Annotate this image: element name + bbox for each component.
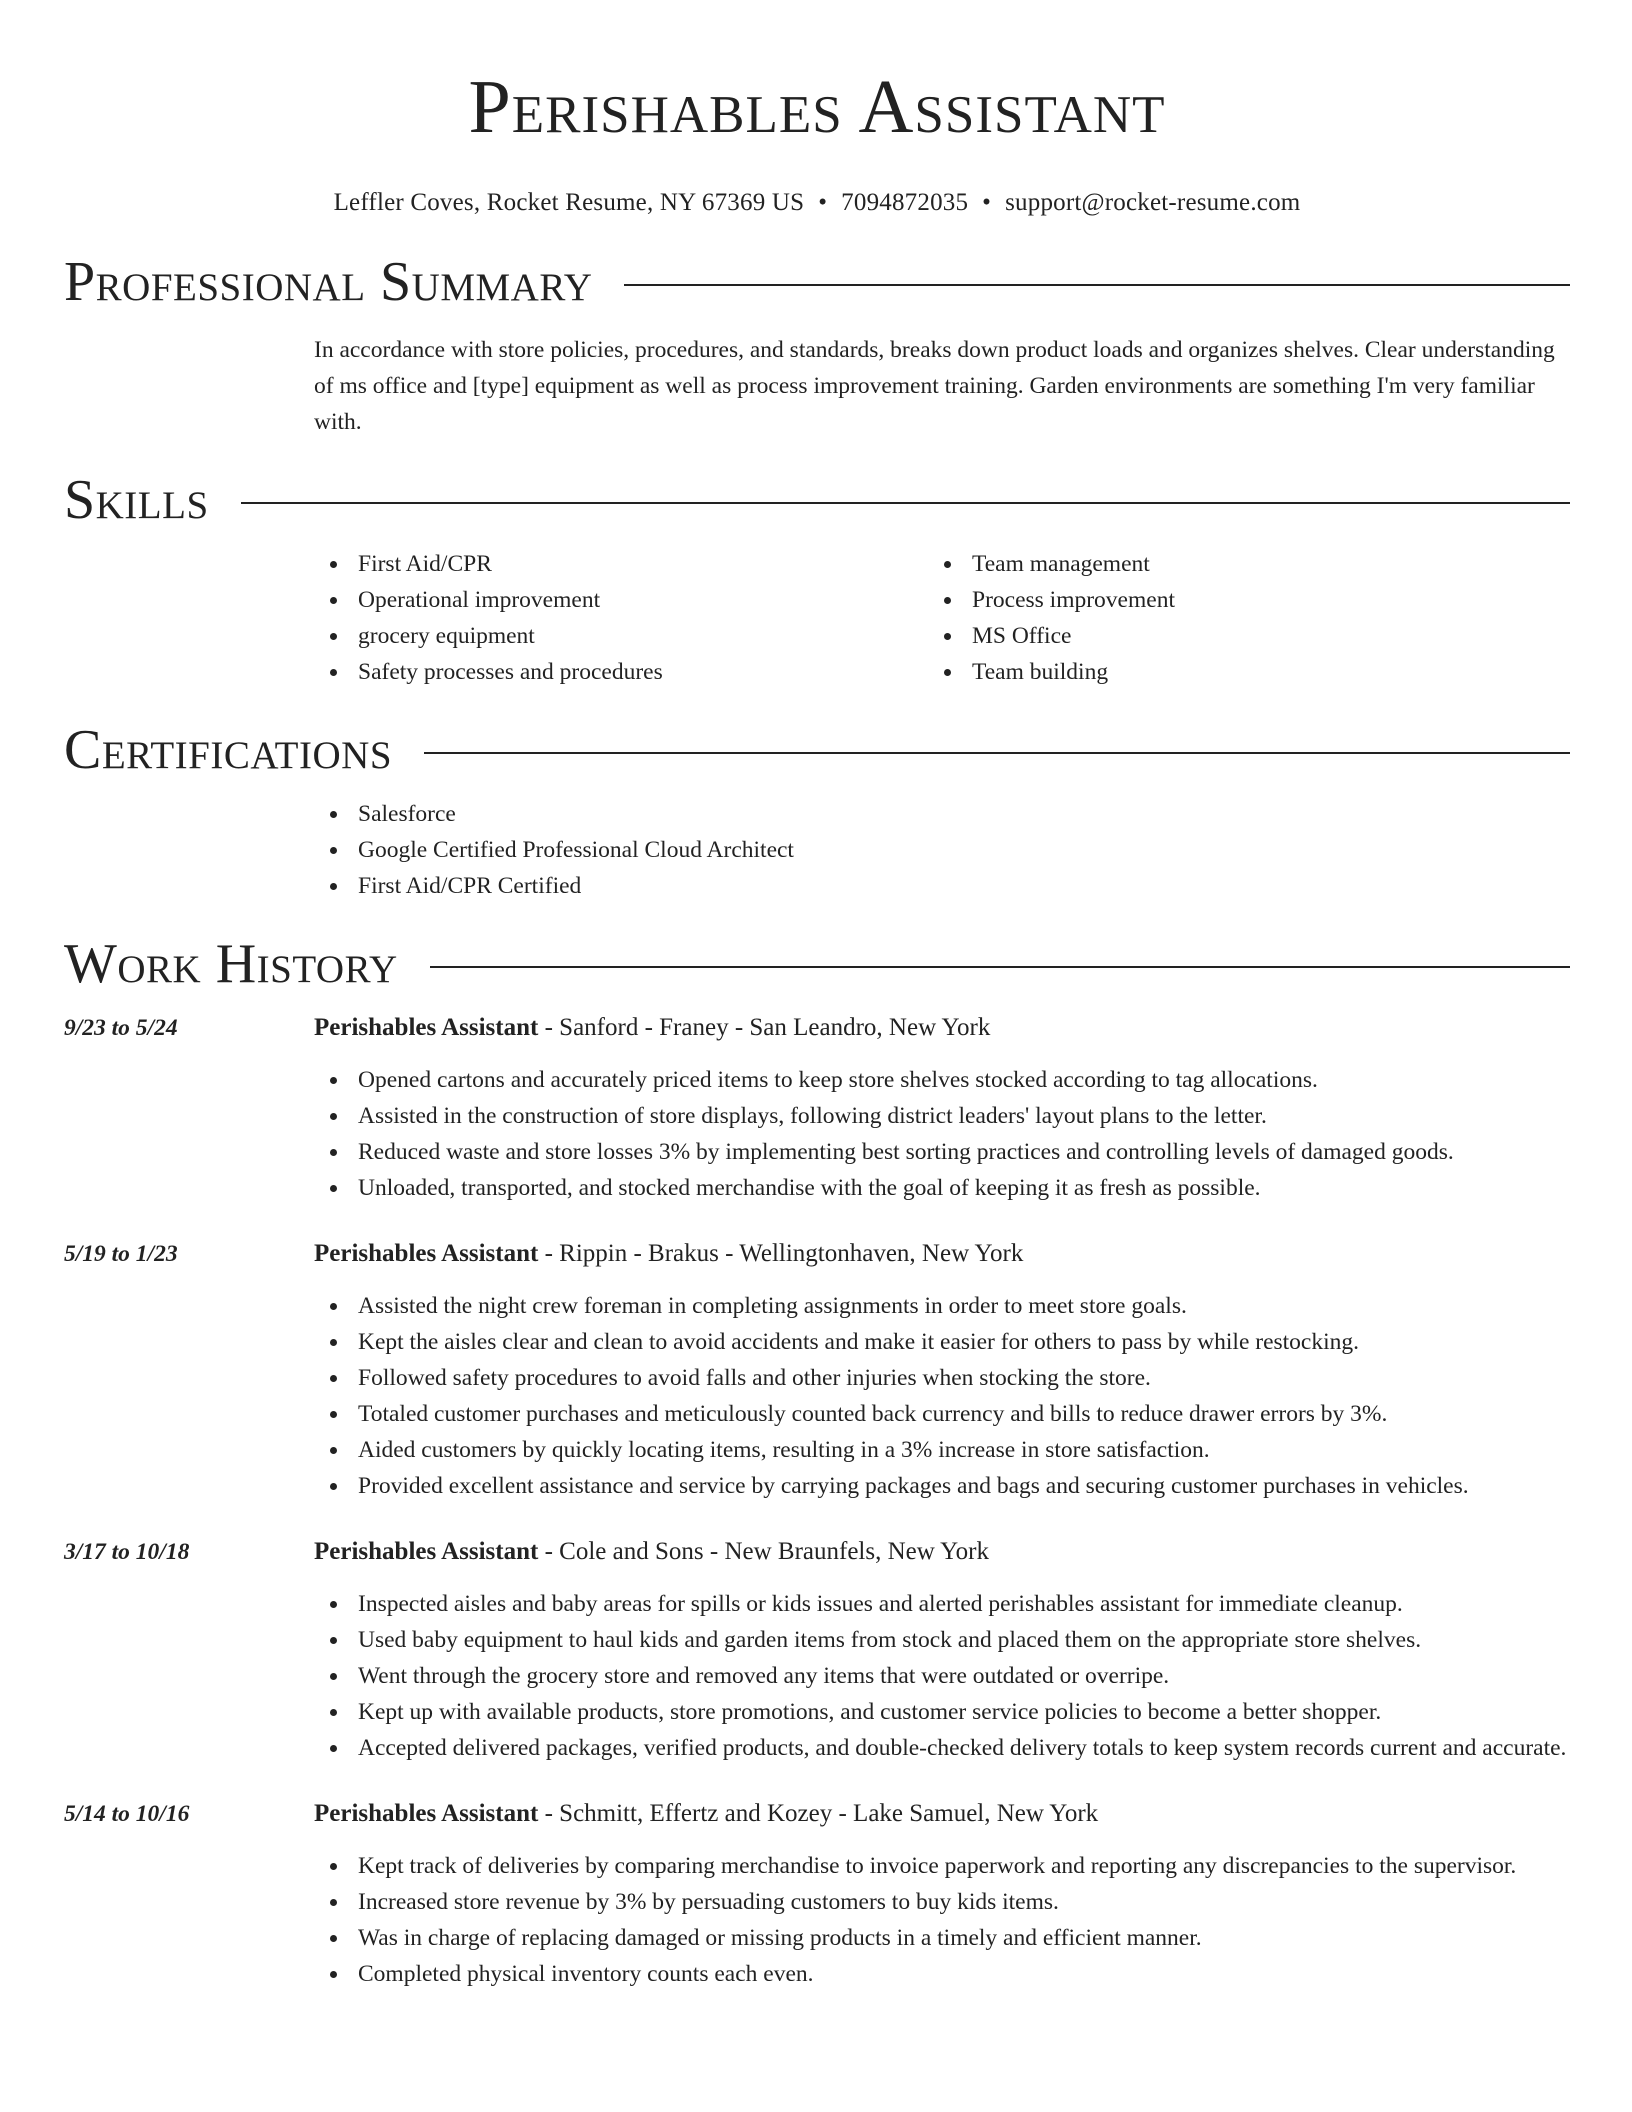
job-bullet: Assisted the night crew foreman in completing assignments in order to meet store goals. <box>314 1288 1570 1324</box>
job-bullet: Totaled customer purchases and meticulously counted back currency and bills to reduce drawer errors by 3%. <box>314 1396 1570 1432</box>
job-bullet: Followed safety procedures to avoid falls and other injuries when stocking the store. <box>314 1360 1570 1396</box>
contact-line <box>64 188 1570 218</box>
work-section-title: Work History <box>64 933 398 995</box>
job-employer: - Schmitt, Effertz and Kozey - Lake Samuel, New York <box>538 1800 1099 1827</box>
candidate-name: Perishables Assistant <box>468 65 1166 149</box>
skill-item: Team management <box>928 546 1542 582</box>
job-bullets <box>314 1062 1570 1206</box>
job-bullet: Assisted in the construction of store displays, following district leaders' layout plans to the letter. <box>314 1098 1570 1134</box>
job-bullets <box>314 1586 1570 1766</box>
job-dates: 5/19 to 1/23 <box>64 1241 178 1267</box>
job-entry <box>64 1796 1570 1992</box>
job-content <box>314 1236 1570 1504</box>
contact-address: Leffler Coves, Rocket Resume, NY 67369 US <box>333 189 805 216</box>
job-dates: 9/23 to 5/24 <box>64 1015 178 1041</box>
job-bullets <box>314 1848 1570 1992</box>
contact-separator: • <box>982 189 992 216</box>
job-bullet: Went through the grocery store and removed any items that were outdated or overripe. <box>314 1658 1570 1694</box>
job-title-line <box>314 1534 1570 1570</box>
job-bullet: Kept up with available products, store promotions, and customer service policies to become a better shopper. <box>314 1694 1570 1730</box>
skills-grid <box>314 546 1570 690</box>
job-entry <box>64 1236 1570 1504</box>
job-bullet: Inspected aisles and baby areas for spills or kids issues and alerted perishables assistant for immediate cleanup. <box>314 1586 1570 1622</box>
job-title-line <box>314 1236 1570 1272</box>
job-employer: - Rippin - Brakus - Wellingtonhaven, New York <box>538 1240 1024 1267</box>
job-bullet: Aided customers by quickly locating items, resulting in a 3% increase in store satisfaction. <box>314 1432 1570 1468</box>
work-section-header <box>64 934 1570 994</box>
job-employer: - Sanford - Franey - San Leandro, New York <box>538 1014 991 1041</box>
certification-item: Google Certified Professional Cloud Architect <box>314 832 1570 868</box>
job-content <box>314 1010 1570 1206</box>
certifications-section-title: Certifications <box>64 719 393 781</box>
job-title-line <box>314 1796 1570 1832</box>
job-title-line <box>314 1010 1570 1046</box>
skill-item: Operational improvement <box>314 582 928 618</box>
section-divider <box>430 966 1570 968</box>
job-bullet: Used baby equipment to haul kids and garden items from stock and placed them on the appropriate store shelves. <box>314 1622 1570 1658</box>
job-bullet: Kept track of deliveries by comparing merchandise to invoice paperwork and reporting any discrepancies to the supervisor. <box>314 1848 1570 1884</box>
job-employer: - Cole and Sons - New Braunfels, New York <box>538 1538 989 1565</box>
section-divider <box>241 502 1570 504</box>
skills-section-title: Skills <box>64 469 209 531</box>
skill-item: Team building <box>928 654 1542 690</box>
section-divider <box>424 752 1570 754</box>
summary-section-title: Professional Summary <box>64 251 593 313</box>
skills-section-header <box>64 470 1570 530</box>
summary-section-header <box>64 252 1570 312</box>
job-content <box>314 1534 1570 1766</box>
job-dates: 3/17 to 10/18 <box>64 1539 190 1565</box>
job-bullet: Kept the aisles clear and clean to avoid accidents and make it easier for others to pass by while restocking. <box>314 1324 1570 1360</box>
job-role: Perishables Assistant <box>314 1538 539 1565</box>
job-bullets <box>314 1288 1570 1504</box>
skill-item: Process improvement <box>928 582 1542 618</box>
contact-email: support@rocket-resume.com <box>1005 189 1301 216</box>
skills-list-left <box>314 546 928 690</box>
job-role: Perishables Assistant <box>314 1800 539 1827</box>
job-dates: 5/14 to 10/16 <box>64 1801 190 1827</box>
job-bullet: Opened cartons and accurately priced items to keep store shelves stocked according to tag allocations. <box>314 1062 1570 1098</box>
skill-item: Safety processes and procedures <box>314 654 928 690</box>
skill-item: grocery equipment <box>314 618 928 654</box>
job-entry <box>64 1010 1570 1206</box>
job-bullet: Accepted delivered packages, verified products, and double-checked delivery totals to keep system records current and accurate. <box>314 1730 1570 1766</box>
certification-item: Salesforce <box>314 796 1570 832</box>
job-role: Perishables Assistant <box>314 1240 539 1267</box>
certification-item: First Aid/CPR Certified <box>314 868 1570 904</box>
job-bullet: Completed physical inventory counts each even. <box>314 1956 1570 1992</box>
job-entry <box>64 1534 1570 1766</box>
certifications-section-header <box>64 720 1570 780</box>
certifications-list <box>314 796 1570 904</box>
job-bullet: Increased store revenue by 3% by persuading customers to buy kids items. <box>314 1884 1570 1920</box>
skill-item: First Aid/CPR <box>314 546 928 582</box>
section-divider <box>624 284 1570 286</box>
job-bullet: Was in charge of replacing damaged or missing products in a timely and efficient manner. <box>314 1920 1570 1956</box>
job-bullet: Reduced waste and store losses 3% by implementing best sorting practices and controlling levels of damaged goods. <box>314 1134 1570 1170</box>
contact-phone: 7094872035 <box>841 189 969 216</box>
job-role: Perishables Assistant <box>314 1014 539 1041</box>
summary-text: In accordance with store policies, procedures, and standards, breaks down product loads and organizes shelves. Clear understanding of ms office and [type] equipment as well as process improvement training. Garden environments are something I'm very familiar with. <box>314 337 1555 435</box>
job-bullet: Provided excellent assistance and service by carrying packages and bags and securing customer purchases in vehicles. <box>314 1468 1570 1504</box>
skills-list-right <box>928 546 1542 690</box>
skill-item: MS Office <box>928 618 1542 654</box>
contact-separator: • <box>818 189 828 216</box>
job-bullet: Unloaded, transported, and stocked merchandise with the goal of keeping it as fresh as possible. <box>314 1170 1570 1206</box>
job-content <box>314 1796 1570 1992</box>
